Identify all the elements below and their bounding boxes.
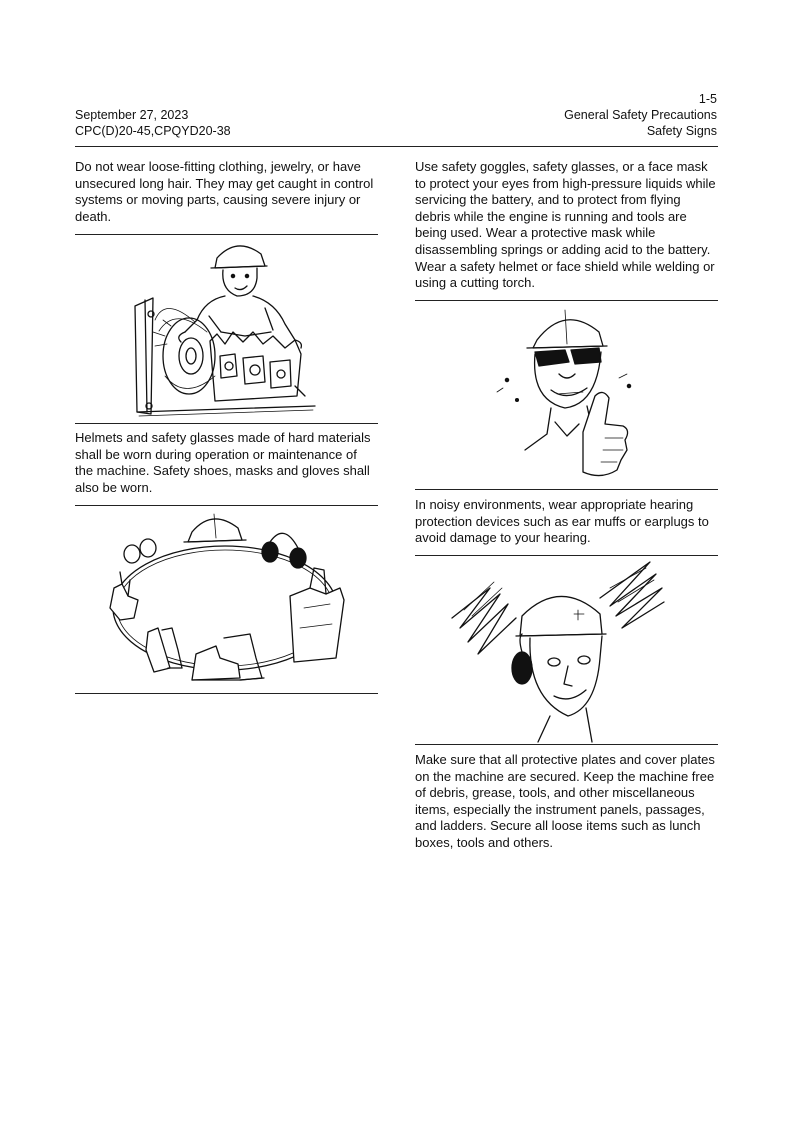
worker-goggles-thumbs-up-illustration: [495, 304, 645, 484]
eye-protection-instruction: Use safety goggles, safety glasses, or a face mask to protect your eyes from high-pressure liquids while servicing the battery, and to protect from flying debris while the engine is running and tools are being used. Wear a protective mask while disassembling springs or adding acid to the battery. Wear a safety helmet or face shield while welding or using a cutting torch.: [415, 159, 716, 291]
divider: [75, 423, 378, 424]
ppe-equipment-illustration: [100, 508, 350, 692]
page-number: 1-5: [698, 92, 717, 106]
section-title: Safety Signs: [646, 124, 717, 138]
divider: [415, 555, 718, 556]
hearing-protection-instruction: In noisy environments, wear appropriate hearing protection devices such as ear muffs or earplugs to avoid damage to your hearing.: [415, 497, 709, 546]
protective-plates-instruction: Make sure that all protective plates and cover plates on the machine are secured. Keep the machine free of debris, grease, tools, and other miscellaneous items, especially the instrument panels, passages, and ladders. Secure all loose items such as lunch boxes, tools and others.: [415, 752, 715, 850]
document-date: September 27, 2023: [75, 108, 189, 122]
divider: [415, 300, 718, 301]
header-rule: [75, 146, 718, 147]
worker-engine-illustration: [125, 236, 315, 420]
divider: [75, 693, 378, 694]
chapter-title: General Safety Precautions: [564, 108, 717, 122]
model-numbers: CPC(D)20-45,CPQYD20-38: [75, 124, 231, 138]
helmets-requirement: Helmets and safety glasses made of hard materials shall be worn during operation or maintenance of the machine. Safety shoes, masks and gloves shall also be worn.: [75, 430, 371, 495]
loose-clothing-warning: Do not wear loose-fitting clothing, jewelry, or have unsecured long hair. They may get caught in control systems or moving parts, causing severe injury or death.: [75, 159, 374, 224]
divider: [75, 234, 378, 235]
divider: [75, 505, 378, 506]
worker-ear-protection-illustration: [450, 558, 670, 742]
divider: [415, 744, 718, 745]
divider: [415, 489, 718, 490]
